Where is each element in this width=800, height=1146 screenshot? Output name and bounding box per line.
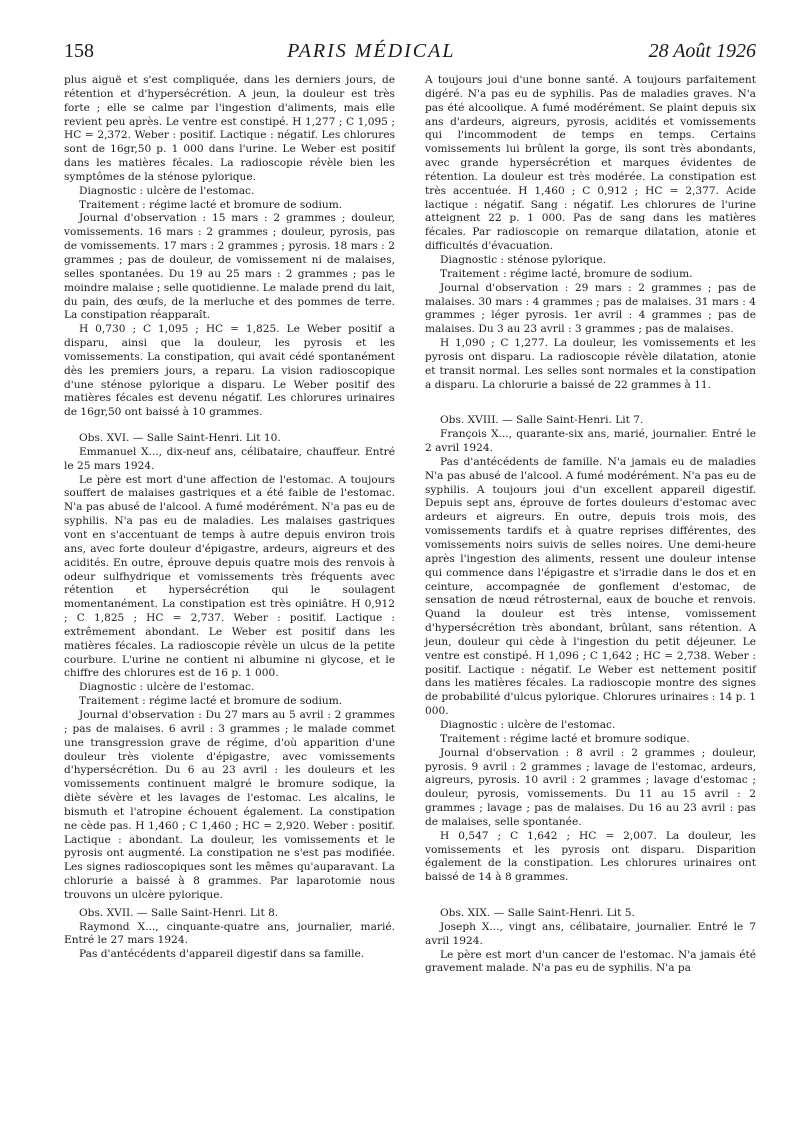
paragraph: A toujours joui d'une bonne santé. A toujours parfaitement digéré. N'a pas eu de syphilis. Pas de maladies graves. N'a pas été alcoolique. A fumé modérément. Se plaint depuis six ans d'ardeurs, aigreurs, pyrosis, acidités et vomissements qui l'incommodent de temps en temps. Certains vomissements lui brûlent la gorge, ils sont très abondants, avec grande hypersécrétion et marques évidentes de rétention. La douleur est très modérée. La constipation est très accentuée. H 1,460 ; C 0,912 ; HC = 2,377. Acide lactique : négatif. Sang : négatif. Les chlorures de l'urine atteignent 22 p. 1 000. Pas de sang dans les matières fécales. Par radioscopie on remarque dilatation, atonie et difficultés d'évacuation. [425,74,756,253]
left-column [64,74,395,976]
case-heading: Obs. XVII. — Salle Saint-Henri. Lit 8. [79,906,279,919]
paragraph: Pas d'antécédents de famille. N'a jamais eu de maladies N'a pas abusé de l'alcool. A fumé modérément. N'a pas eu de syphilis. A toujours joui d'un excellent appareil digestif. Depuis sept ans, éprouve de fortes douleurs d'estomac avec ardeurs et aigreurs. En outre, depuis trois mois, des vomissements tardifs et à quatre reprises différentes, des vomissements noirs suivis de selles noires. Une demi-heure après l'ingestion des aliments, ressent une douleur intense qui commence dans l'épigastre et s'irradie dans le dos et en ceinture, accompagnée de gonflement d'estomac, de sensation de nœud rétrosternal, eaux de bouche et renvois. Quand la douleur est très intense, vomissement d'hypersécrétion très abondant, brûlant, sans rétention. A jeun, douleur qui cède à l'ingestion du petit déjeuner. Le ventre est constipé. H 1,096 ; C 1,642 ; HC = 2,738. Weber : positif. Lactique : négatif. Le Weber est nettement positif dans les matières fécales. La radioscopie montre des signes de probabilité d'ulcus pylorique. Chlorures urinaires : 14 p. 1 000. [425,455,756,718]
paragraph: H 0,730 ; C 1,095 ; HC = 1,825. Le Weber positif a disparu, ainsi que la douleur, les pyrosis et les vomissements. La constipation, qui avait cédé spontanément dès les premiers jours, a reparu. La vision radioscopique d'une sténose pylorique a disparu. Le Weber positif des matières fécales est devenu négatif. Les chlorures urinaires de 16gr,50 ont baissé à 10 grammes. [64,323,395,419]
patient-line: Emmanuel X..., dix-neuf ans, célibataire, chauffeur. Entré le 25 mars 1924. [64,445,395,472]
patient-line: Raymond X..., cinquante-quatre ans, journalier, marié. Entré le 27 mars 1924. [64,920,395,947]
observation-journal: Journal d'observation : 8 avril : 2 grammes ; douleur, pyrosis. 9 avril : 2 grammes ; lavage de l'estomac, ardeurs, aigreurs, pyrosis. 10 avril : 2 grammes ; lavage d'estomac ; douleur, pyrosis, vomissements. Du 11 au 15 avril : 2 grammes ; lavage ; pas de malaises. Du 16 au 23 avril : pas de malaises, selle spontanée. [425,746,756,828]
running-head [64,40,756,68]
treatment-line: Traitement : régime lacté et bromure de sodium. [79,695,343,708]
diagnostic-line: Diagnostic : ulcère de l'estomac. [79,184,255,197]
page-number: 158 [64,40,94,62]
paragraph: Le père est mort d'un cancer de l'estomac. N'a jamais été gravement malade. N'a pas eu de syphilis. N'a pa [425,948,756,975]
text-columns [64,74,756,976]
case-heading: Obs. XVI. — Salle Saint-Henri. Lit 10. [79,432,281,445]
paragraph: Le père est mort d'une affection de l'estomac. A toujours souffert de malaises gastriques et a été faible de l'estomac. N'a pas abusé de l'alcool. A fumé modérément. N'a pas eu de syphilis. N'a pas eu de maladies. Les malaises gastriques vont en s'accentuant de temps à autre depuis environ trois ans, avec forte douleur d'épigastre, ardeurs, aigreurs et des acidités. En outre, éprouve depuis quatre mois des renvois à odeur sulfhydrique et vomissements très fréquents avec rétention et hypersécrétion qui le soulagent momentanément. La constipation est très opiniâtre. H 0,912 ; C 1,825 ; HC = 2,737. Weber : positif. Lactique : extrêmement abondant. Le Weber est positif dans les matières fécales. La radioscopie révèle un ulcus de la petite courbure. L'urine ne contient ni albumine ni glycose, et le chiffre des chlorures est de 16 p. 1 000. [64,473,395,680]
patient-line: François X..., quarante-six ans, marié, journalier. Entré le 2 avril 1924. [425,428,756,455]
diagnostic-line: Diagnostic : ulcère de l'estomac. [440,718,616,731]
right-column [425,74,756,976]
treatment-line: Traitement : régime lacté et bromure de sodium. [79,198,343,211]
paragraph: plus aiguë et s'est compliquée, dans les derniers jours, de rétention et d'hypersécrétion. A jeun, la douleur est très forte ; elle se calme par l'ingestion d'aliments, mais elle revient peu après. Le ventre est constipé. H 1,277 ; C 1,095 ; HC = 2,372. Weber : positif. Lactique : négatif. Les chlorures sont de 16gr,50 p. 1 000 dans l'urine. Le Weber est positif dans les matières fécales. La radioscopie révèle bien les symptômes de la sténose pylorique. [64,74,395,183]
patient-line: Joseph X..., vingt ans, célibataire, journalier. Entré le 7 avril 1924. [425,920,756,947]
case-heading: Obs. XIX. — Salle Saint-Henri. Lit 5. [440,907,635,920]
case-heading: Obs. XVIII. — Salle Saint-Henri. Lit 7. [440,414,644,427]
paragraph: Pas d'antécédents d'appareil digestif dans sa famille. [79,948,365,961]
observation-journal: Journal d'observation : Du 27 mars au 5 avril : 2 grammes ; pas de malaises. 6 avril : 3 grammes ; le malade commet une transgression grave de régime, d'où apparition d'une douleur très violente d'épigastre, avec vomissements d'hypersécrétion. Du 6 au 23 avril : les douleurs et les vomissements continuent malgré le bromure sodique, la diète sévère et les lavages de l'estomac. Les alcalins, le bismuth et l'atropine échouent également. La constipation ne cède pas. H 1,460 ; C 1,460 ; HC = 2,920. Weber : positif. Lactique : abondant. La douleur, les vomissements et le pyrosis ont augmenté. La constipation ne s'est pas modifiée. Les signes radioscopiques sont les mêmes qu'auparavant. La chlorurie a baissé à 8 grammes. Par laparotomie nous trouvons un ulcère pylorique. [64,708,395,901]
journal-title: PARIS MÉDICAL [287,40,456,62]
diagnostic-line: Diagnostic : sténose pylorique. [440,253,606,266]
paragraph: H 1,090 ; C 1,277. La douleur, les vomissements et les pyrosis ont disparu. La radioscopie révèle dilatation, atonie et transit normal. Les selles sont normales et la constipation a disparu. La chlorurie a baissé de 22 grammes à 11. [425,337,756,391]
treatment-line: Traitement : régime lacté, bromure de sodium. [440,267,693,280]
diagnostic-line: Diagnostic : ulcère de l'estomac. [79,681,255,694]
observation-journal: Journal d'observation : 29 mars : 2 grammes ; pas de malaises. 30 mars : 4 grammes ; pas de malaises. 31 mars : 4 grammes ; léger pyrosis. 1er avril : 4 grammes ; pas de malaises. Du 3 au 23 avril : 3 grammes ; pas de malaises. [425,281,756,336]
issue-date: 28 Août 1926 [648,40,756,62]
paragraph: H 0,547 ; C 1,642 ; HC = 2,007. La douleur, les vomissements et les pyrosis ont disparu. Disparition également de la constipation. Les chlorures urinaires ont baissé de 14 à 8 grammes. [425,829,756,884]
observation-journal: Journal d'observation : 15 mars : 2 grammes ; douleur, vomissements. 16 mars : 2 grammes ; douleur, pyrosis, pas de vomissements. 17 mars : 2 grammes ; pyrosis. 18 mars : 2 grammes ; pas de douleur, de vomissement ni de malaises, selles spontanées. Du 19 au 25 mars : 2 grammes ; pas le moindre malaise ; selle quotidienne. Le malade prend du lait, du pain, des œufs, de la merluche et des pommes de terre. La constipation réapparaît. [64,212,395,322]
treatment-line: Traitement : régime lacté et bromure sodique. [440,732,690,745]
